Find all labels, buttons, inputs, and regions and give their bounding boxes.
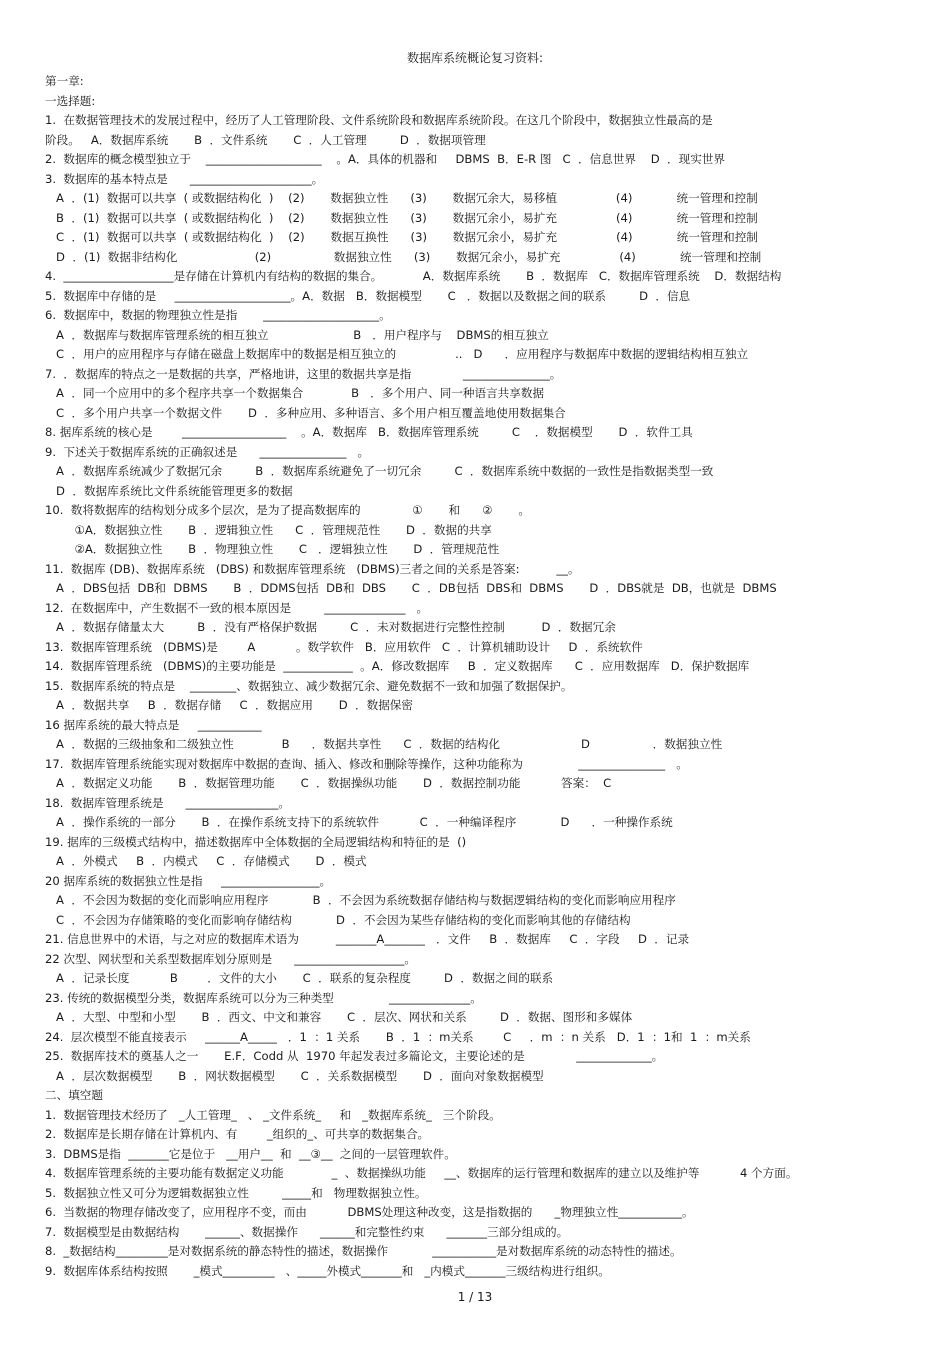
text-line: 4. ___________________是存储在计算机内有结构的数据的集合。 A．数据库系统 B ．数据库 C．数据库管理系统 D．数据结构 (45, 269, 782, 283)
text-line: 25. 数据库技术的奠基人之一 E.F．Codd 从 1970 年起发表过多篇论文，主要论述的是 _____________。 (45, 1049, 664, 1063)
text-line: 5. 数据独立性又可分为逻辑数据独立性 _____和 物理数据独立性。 (45, 1185, 427, 1200)
text-line: D ．数据库系统比文件系统能管理更多的数据 (45, 483, 293, 498)
document-body (45, 72, 915, 1281)
page-title: 数据库系统概论复习资料: (406, 51, 544, 65)
text-line: 20 据库系统的数据独立性是指 _________________。 (45, 873, 332, 888)
text-line: 9. 下述关于数据库系统的正确叙述是 _______________ 。 (45, 444, 370, 459)
text-line: ①A．数据独立性 B ．逻辑独立性 C ．管理规范性 D ．数据的共享 (45, 522, 492, 537)
text-line: ②A．数据独立性 B ．物理独立性 C ．逻辑独立性 D ．管理规范性 (45, 542, 500, 556)
text-line: 一选择题: (45, 93, 96, 108)
text-line: 7. 数据模型是由数据结构 ______、数据操作 ______和完整性约束 _______三部分组成的。 (45, 1224, 569, 1239)
text-line: D ．(1) 数据非结构化 (2) 数据独立性 (3) 数据冗余小，易扩充 (4) 统一管理和控制 (45, 249, 762, 264)
text-line: A ．层次数据模型 B ．网状数据模型 C ．关系数据模型 D ．面向对象数据模型 (45, 1068, 544, 1083)
text-line: 23. 传统的数据模型分类，数据库系统可以分为三种类型 ______________。 (45, 990, 482, 1005)
text-line: A ．数据共享 B ．数据存储 C ．数据应用 D ．数据保密 (45, 698, 413, 712)
text-line: 9. 数据库体系结构按照 _模式_________ 、_____外模式_______和 _内模式_______三级结构进行组织。 (45, 1263, 610, 1278)
text-line: A ．DBS包括 DB和 DBMS B ．DDMS包括 DB和 DBS C ．DB包括 DBS和 DBMS D ．DBS就是 DB，也就是 DBMS (45, 581, 777, 595)
text-line: 5. 数据库中存储的是 ____________________。A．数据 B．数据模型 C ．数据以及数据之间的联系 D ．信息 (45, 288, 691, 303)
text-line: 4. 数据库管理系统的主要功能有数据定义功能 _ 、数据操纵功能 __、数据库的运行管理和数据库的建立以及维护等 4 个方面。 (45, 1166, 798, 1180)
text-line: 19. 据库的三级模式结构中，描述数据库中全体数据的全局逻辑结构和特征的是 () (45, 834, 467, 849)
text-line: 21. 信息世界中的术语，与之对应的数据库术语为 _______A_______ ．文件 B ．数据库 C ．字段 D ．记录 (45, 932, 690, 946)
text-line: A ．外模式 B ．内模式 C ．存储模式 D ．模式 (45, 854, 367, 868)
text-line: 3. DBMS是指 _______它是位于 __用户__ 和 __③__ 之间的一层管理软件。 (45, 1146, 456, 1161)
page-number: 1 / 13 (457, 1290, 493, 1304)
text-line: 11. 数据库 (DB)、数据库系统 (DBS) 和数据库管理系统 (DBMS)三者之间的关系是答案: __。 (45, 561, 580, 576)
text-line: A ．(1) 数据可以共享 ( 或数据结构化 ) (2) 数据独立性 (3) 数据冗余大，易移植 (4) 统一管理和控制 (45, 191, 758, 205)
text-line: 二、填空题 (45, 1088, 103, 1102)
text-line: A ．数据的三级抽象和二级独立性 B ．数据共享性 C ．数据的结构化 D ．数据独立性 (45, 737, 723, 751)
text-line: C ．多个用户共享一个数据文件 D ．多种应用、多种语言、多个用户相互覆盖地使用数据集合 (45, 405, 566, 420)
text-line: 第一章: (45, 74, 84, 88)
text-line: C ．(1) 数据可以共享 ( 或数据结构化 ) (2) 数据互换性 (3) 数据冗余小，易扩充 (4) 统一管理和控制 (45, 230, 758, 244)
text-line: 24. 层次模型不能直接表示 ______A_____ ．1 ：1 关系 B ．1 ：m关系 C ．m ：n 关系 D．1 ：1和 1 ：m关系 (45, 1029, 751, 1044)
text-line: A ．记录长度 B ．文件的大小 C ．联系的复杂程度 D ．数据之间的联系 (45, 971, 554, 985)
text-line: 15. 数据库系统的特点是 ________、数据独立、减少数据冗余、避免数据不一致和加强了数据保护。 (45, 678, 573, 693)
text-line: 3. 数据库的基本特点是 _____________________。 (45, 171, 324, 186)
text-line: A ．操作系统的一部分 B ．在操作系统支持下的系统软件 C ．一种编译程序 D ．一种操作系统 (45, 815, 673, 829)
text-line: 阶段。 A．数据库系统 B ．文件系统 C ．人工管理 D ．数据项管理 (45, 132, 486, 147)
text-line: 8. 据库系统的核心是 __________________ 。A．数据库 B．数据库管理系统 C ．数据模型 D ．软件工具 (45, 425, 693, 439)
text-line: A ．数据存储量太大 B ．没有严格保护数据 C ．未对数据进行完整性控制 D ．数据冗余 (45, 620, 616, 634)
text-line: C ．不会因为存储策略的变化而影响存储结构 D ．不会因为某些存储结构的变化而影响其他的存储结构 (45, 912, 631, 927)
text-line: C ．用户的应用程序与存储在磁盘上数据库中的数据是相互独立的 .. D ．应用程序与数据库中数据的逻辑结构相互独立 (45, 347, 749, 361)
text-line: A ．数据库系统减少了数据冗余 B ．数据库系统避免了一切冗余 C ．数据库系统中数据的一致性是指数据类型一致 (45, 464, 714, 478)
text-line: 18. 数据库管理系统是 ________________。 (45, 795, 291, 810)
text-line: A ．数据定义功能 B ．数据管理功能 C ．数据操纵功能 D ．数据控制功能 答案： C (45, 776, 612, 790)
text-line: 6. 数据库中，数据的物理独立性是指 ____________________。 (45, 308, 391, 322)
text-line: 10. 数将数据库的结构划分成多个层次，是为了提高数据库的 ① 和 ② 。 (45, 503, 530, 517)
text-line: 22 次型、网状型和关系型数据库划分原则是 ___________________。 (45, 951, 416, 966)
text-line: A ．大型、中型和小型 B ．西文、中文和兼容 C ．层次、网状和关系 D ．数据、图形和多媒体 (45, 1010, 633, 1024)
text-line: A ．同一个应用中的多个程序共享一个数据集合 B ．多个用户、同一种语言共享数据 (45, 386, 545, 400)
text-line: 7. ．数据库的特点之一是数据的共享，严格地讲，这里的数据共享是指 _______________。 (45, 366, 562, 381)
text-line: 17. 数据库管理系统能实现对数据库中数据的查询、插入、修改和删除等操作，这种功能称为 _______________ 。 (45, 756, 688, 771)
text-line: B ．(1) 数据可以共享 ( 或数据结构化 ) (2) 数据独立性 (3) 数据冗余小，易扩充 (4) 统一管理和控制 (45, 210, 758, 225)
text-line: A ．不会因为数据的变化而影响应用程序 B ．不会因为系统数据存储结构与数据逻辑结构的变化而影响应用程序 (45, 893, 676, 907)
text-line: 1. 在数据管理技术的发展过程中，经历了人工管理阶段、文件系统阶段和数据库系统阶段。在这几个阶段中，数据独立性最高的是 (45, 113, 713, 127)
text-line: A ．数据库与数据库管理系统的相互独立 B ．用户程序与 DBMS的相互独立 (45, 327, 549, 342)
text-line: 12. 在数据库中，产生数据不一致的根本原因是 ______________ 。 (45, 600, 429, 615)
text-line: 14. 数据库管理系统 (DBMS)的主要功能是 ____________ 。A．修改数据库 B ．定义数据库 C ．应用数据库 D．保护数据库 (45, 659, 750, 673)
text-line: 13. 数据库管理系统 (DBMS)是 A 。数学软件 B．应用软件 C ．计算机辅助设计 D ．系统软件 (45, 639, 643, 654)
text-line: 16 据库系统的最大特点是 ___________ (45, 717, 262, 732)
text-line: 2. 数据库的概念模型独立于 ____________________ 。A．具体的机器和 DBMS B．E-R 图 C ．信息世界 D ．现实世界 (45, 152, 725, 166)
text-line: 1. 数据管理技术经历了 _人工管理_ 、 _文件系统_ 和 _数据库系统_ 三个阶段。 (45, 1107, 501, 1122)
text-line: 6. 当数据的物理存储改变了，应用程序不变，而由 DBMS处理这种改变，这是指数据的 _物理独立性___________。 (45, 1205, 694, 1219)
text-line: 2. 数据库是长期存储在计算机内、有 _组织的_、可共享的数据集合。 (45, 1127, 430, 1141)
text-line: 8. _数据结构_________是对数据系统的静态特性的描述，数据操作 ___________是对数据库系统的动态特性的描述。 (45, 1244, 682, 1258)
